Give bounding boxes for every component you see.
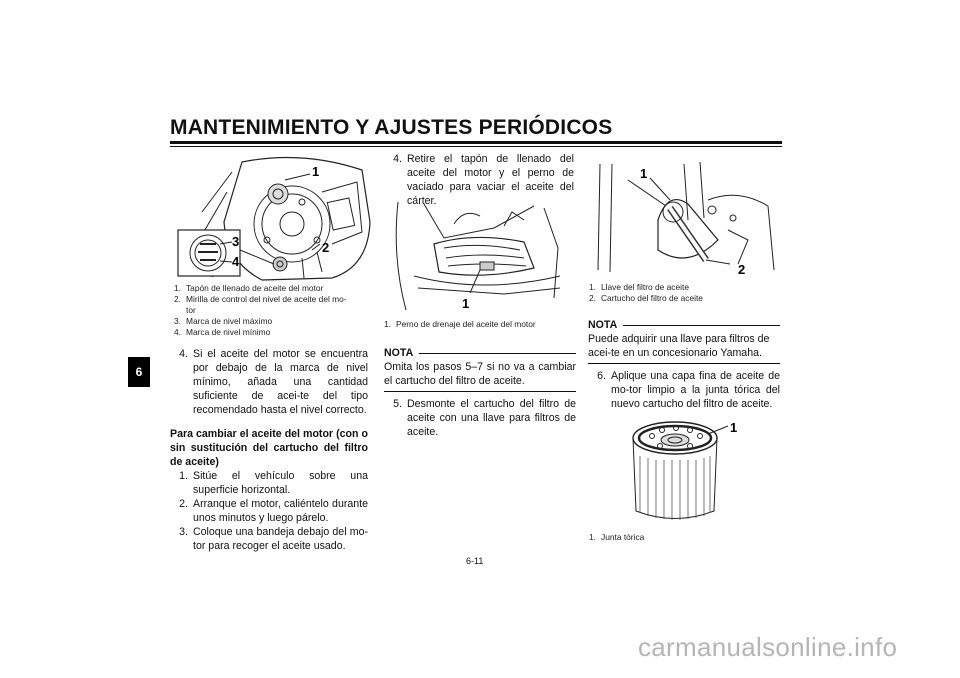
nota-end-rule	[588, 363, 780, 364]
nota-text: Puede adquirir una llave para filtros de acei-te en un concesionario Yamaha.	[588, 333, 770, 359]
drain-bolt-illustration	[384, 198, 574, 316]
figure3-caption-list	[589, 282, 779, 304]
figure2-callout-1: 1	[462, 296, 470, 311]
caption-item: 1. Perno de drenaje del aceite del motor	[384, 319, 536, 329]
step-4-check-level: 4. Si el aceite del motor se encuentra por debajo de la marca de nivel mínimo, añada una cantidad suficiente de acei-te del tipo recomendado hasta el nivel correcto.	[179, 348, 368, 416]
caption-item: 1. Tapón de llenado de aceite del motor	[174, 283, 324, 293]
step-2: 2. Arranque el motor, caliéntelo durante unos minutos y luego párelo.	[179, 498, 368, 524]
column-2-nota	[384, 346, 576, 439]
figure3-callout-1: 1	[640, 166, 648, 181]
page-number: 6-11	[466, 556, 484, 566]
figure1-callout-4: 4	[232, 254, 240, 269]
oil-filter-cartridge-illustration	[620, 416, 760, 528]
step-3: 3. Coloque una bandeja debajo del mo-tor para recoger el aceite usado.	[179, 526, 368, 552]
chapter-tab: 6	[128, 357, 150, 387]
figure3-callout-2: 2	[738, 262, 746, 277]
caption-item: 2. Cartucho del filtro de aceite	[589, 293, 703, 303]
nota-text: Omita los pasos 5–7 si no va a cambiar el cartucho del filtro de aceite.	[384, 361, 576, 387]
figure2-caption-list	[384, 319, 574, 330]
caption-item: 4. Marca de nivel mínimo	[174, 327, 271, 337]
filter-wrench-illustration	[588, 160, 778, 278]
figure1-callout-2: 2	[322, 240, 330, 255]
header-rule-thin	[170, 146, 782, 147]
nota-end-rule	[384, 391, 576, 392]
step-4-drain: 4. Retire el tapón de llenado del aceite del motor y el perno de vaciado para vaciar el aceite del cárter.	[393, 153, 574, 207]
caption-item: 3. Marca de nivel máximo	[174, 316, 273, 326]
figure1-caption-list	[174, 283, 374, 338]
step-1: 1. Sitúe el vehículo sobre una superficie horizontal.	[179, 470, 368, 496]
nota-heading: NOTA	[384, 346, 576, 360]
figure1-callout-3: 3	[232, 234, 240, 249]
caption-item: 1. Llave del filtro de aceite	[589, 282, 689, 292]
caption-item: 2. Mirilla de control del nivel de aceite del mo-	[174, 294, 347, 304]
watermark: carmanualsonline.info	[638, 632, 898, 662]
page-title: MANTENIMIENTO Y AJUSTES PERIÓDICOS	[170, 116, 613, 139]
caption-item: 1. Junta tórica	[589, 532, 645, 542]
figure4-callout-1: 1	[730, 420, 738, 435]
column-1-text	[170, 347, 368, 553]
figure4-caption-list	[589, 532, 779, 543]
nota-heading: NOTA	[588, 318, 780, 332]
header-rule-thick	[170, 141, 782, 144]
caption-item: tor	[186, 305, 196, 315]
engine-oil-filler-illustration	[172, 152, 372, 282]
section-heading-oil-change: Para cambiar el aceite del motor (con o sin sustitución del cartucho del filtro de aceite)	[170, 428, 368, 468]
step-5-remove-filter: 5. Desmonte el cartucho del filtro de aceite con una llave para filtros de aceite.	[393, 398, 576, 438]
step-6-oil-oring: 6. Aplique una capa fina de aceite de mo-tor limpio a la junta tórica del nuevo cartucho del filtro de aceite.	[597, 370, 780, 410]
figure1-callout-1: 1	[312, 164, 320, 179]
column-3-text	[588, 318, 780, 411]
